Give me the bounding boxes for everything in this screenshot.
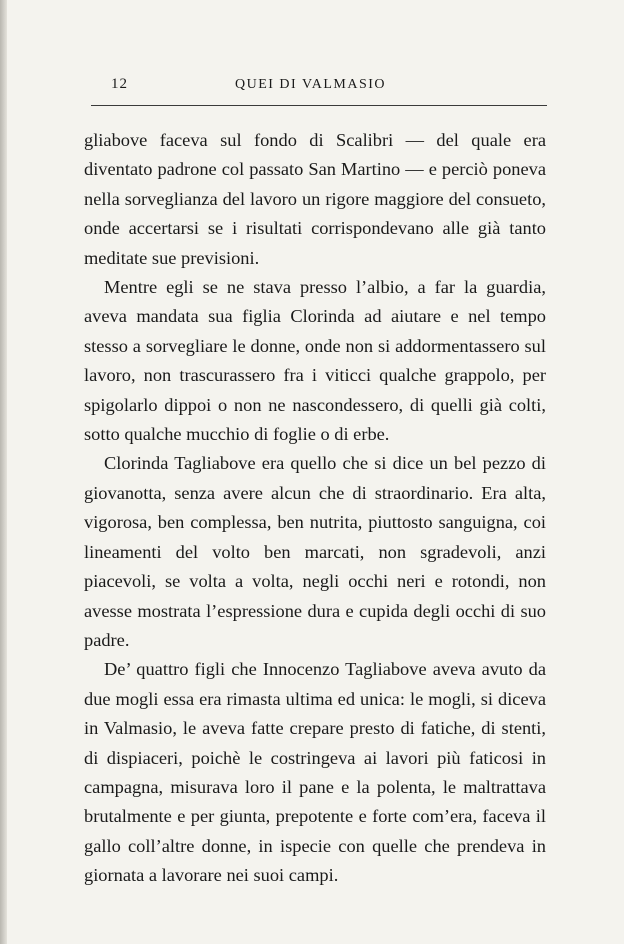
header-rule bbox=[91, 105, 547, 106]
body-text bbox=[84, 126, 546, 891]
paragraph-2: Mentre egli se ne stava presso l’albio, a far la guardia, aveva mandata sua figlia Clorinda ad aiutare e nel tempo stesso a sorvegliare le donne, onde non si addormentassero sul lavoro, non trascurassero fra i viticci qualche grappolo, per spigolarlo dippoi o non ne nascondessero, di quelli già colti, sotto qualche mucchio di foglie o di erbe. bbox=[84, 277, 546, 445]
page-number: 12 bbox=[111, 76, 128, 92]
paragraph-4: De’ quattro figli che Innocenzo Tagliabove aveva avuto da due mogli essa era rimasta ultima ed unica: le mogli, si diceva in Valmasio, le aveva fatte crepare presto di fatiche, di stenti, di dispiaceri, poichè le costringeva ai lavori più faticosi in campagna, misurava loro il pane e la polenta, le maltrattava brutalmente e per giunta, prepotente e forte com’era, faceva il gallo coll’altre donne, in ispecie con quelle che prendeva in giornata a lavorare nei suoi campi. bbox=[84, 659, 546, 886]
running-title: QUEI DI VALMASIO bbox=[235, 77, 387, 92]
paragraph-1: gliabove faceva sul fondo di Scalibri — del quale era diventato padrone col passato San Martino — e perciò poneva nella sorveglianza del lavoro un rigore maggiore del consueto, onde accertarsi se i risultati corrispondevano alle già tanto meditate sue previsioni. bbox=[84, 130, 546, 268]
page-spine-edge bbox=[0, 0, 7, 944]
page-header bbox=[0, 70, 624, 100]
paragraph-3: Clorinda Tagliabove era quello che si dice un bel pezzo di giovanotta, senza avere alcun che di straordinario. Era alta, vigorosa, ben complessa, ben nutrita, piuttosto sanguigna, coi lineamenti del volto ben marcati, non sgradevoli, anzi piacevoli, se volta a volta, negli occhi neri e rotondi, non avesse mostrata l’espressione dura e cupida degli occhi di suo padre. bbox=[84, 453, 546, 650]
